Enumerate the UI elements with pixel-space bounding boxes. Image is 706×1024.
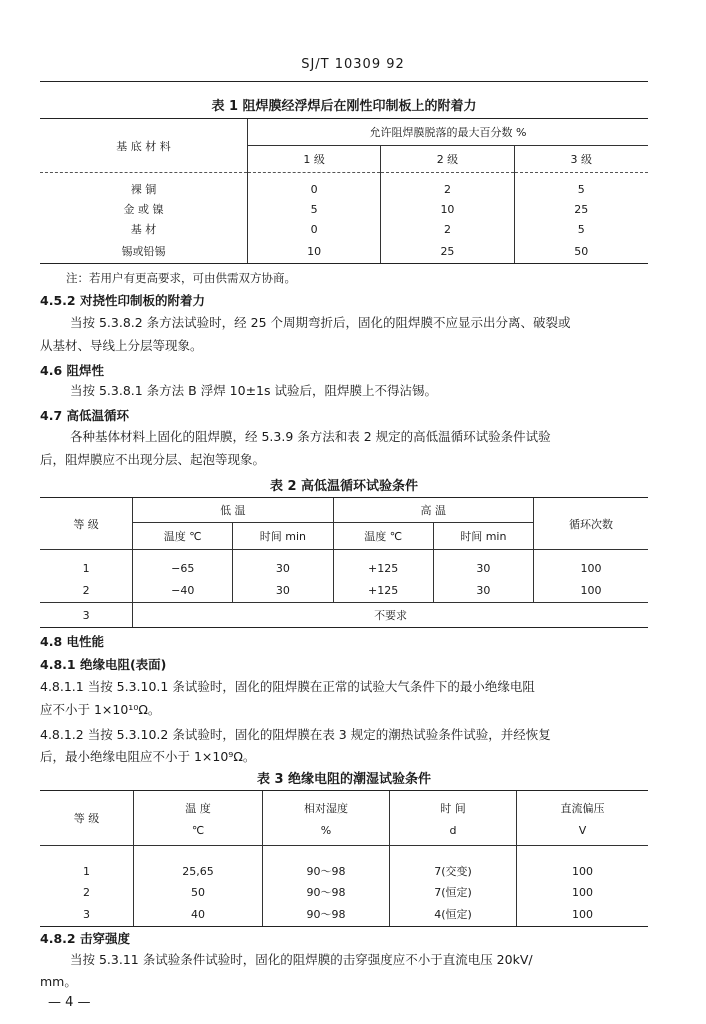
table2-cell: +125 [333, 550, 433, 579]
section-heading-4-8: 4.8 电性能 [40, 634, 104, 649]
table3-header-rh [263, 791, 390, 846]
table3-cell: 7(恒定) [390, 882, 517, 902]
paragraph-line: 4.8.1.1 当按 5.3.10.1 条试验时，固化的阻焊膜在正常的试验大气条件下的最小绝缘电阻 [40, 679, 535, 694]
table3-cell: 100 [517, 882, 649, 902]
table3-caption: 表 3 绝缘电阻的潮湿试验条件 [256, 772, 432, 787]
table1-cell: 10 [381, 199, 514, 219]
paragraph-line: 当按 5.3.8.1 条方法 B 浮焊 10±1s 试验后，阻焊膜上不得沾锡。 [70, 383, 437, 398]
table-row [40, 578, 648, 603]
table3-cell: 3 [40, 902, 134, 927]
document-code: SJ/T 10309 92 [301, 57, 405, 72]
paragraph-line: 各种基体材料上固化的阻焊膜，经 5.3.9 条方法和表 2 规定的高低温循环试验条件试验 [70, 429, 551, 444]
table3-cell: 7(交变) [390, 846, 517, 883]
table2-cell: +125 [333, 578, 433, 603]
table3-cell: 1 [83, 864, 90, 878]
header-rule [40, 81, 648, 82]
table2-header-high: 高 温 [333, 498, 533, 523]
table1-cell: 2 [381, 173, 514, 200]
table3-header-temp-unit: ℃ [191, 823, 205, 837]
table2-cell: 30 [233, 550, 333, 579]
table2-cell: −65 [133, 550, 233, 579]
table3-header-time-unit: d [449, 823, 457, 837]
section-heading-4-8-2: 4.8.2 击穿强度 [40, 931, 130, 946]
table2-caption: 表 2 高低温循环试验条件 [269, 479, 419, 494]
table-row [40, 846, 648, 883]
table1-material: 锡或铅锡 [40, 239, 247, 264]
paragraph-line: 从基材、导线上分层等现象。 [40, 338, 203, 353]
table1-material: 基 材 [130, 223, 157, 236]
table-row [40, 239, 648, 264]
table3-cell: 90～98 [263, 882, 390, 902]
table2-cell: 100 [533, 578, 648, 603]
table3-header-rh-unit: % [320, 823, 332, 837]
table-row [40, 199, 648, 219]
table1-cell: 5 [247, 199, 380, 219]
table2-header-grade: 等 级 [40, 498, 133, 550]
table1-cell: 25 [381, 239, 514, 264]
table3-cell: 50 [134, 882, 263, 902]
table1-grade-2: 2 级 [381, 146, 514, 173]
table2-cell: −40 [133, 578, 233, 603]
table-row [40, 173, 648, 200]
table-row [40, 219, 648, 239]
table2-cell: 3 [40, 603, 133, 628]
table2-cell: 1 [82, 561, 90, 575]
table2 [40, 497, 648, 628]
table2-header-cycles: 循环次数 [533, 498, 648, 550]
table3-cell: 100 [517, 902, 649, 927]
table3-header-volt [517, 791, 649, 846]
table1-material: 金 或 镍 [123, 203, 164, 216]
table-row [40, 603, 648, 628]
table1-grade-3: 3 级 [514, 146, 648, 173]
section-heading-4-5-2: 4.5.2 对挠性印制板的附着力 [40, 293, 205, 308]
table2-cell: 100 [533, 550, 648, 579]
table2-sub-time: 时间 min [433, 523, 533, 550]
table2-cell: 30 [433, 550, 533, 579]
table-row [40, 550, 648, 579]
table1-cell: 0 [247, 173, 380, 200]
paragraph-line: 后，阻焊膜应不出现分层、起泡等现象。 [40, 452, 266, 467]
table3-cell: 2 [83, 885, 90, 899]
table1-cell: 5 [514, 173, 648, 200]
table2-sub-temp: 温度 ℃ [333, 523, 433, 550]
paragraph-line: 当按 5.3.11 条试验条件试验时，固化的阻焊膜的击穿强度应不小于直流电压 20kV/ [70, 952, 533, 967]
paragraph-line: 后，最小绝缘电阻应不小于 1×10⁹Ω。 [40, 749, 256, 764]
table3-header-time [390, 791, 517, 846]
table1-cell: 0 [247, 219, 380, 239]
table-row [40, 902, 648, 927]
table2-header-low: 低 温 [133, 498, 333, 523]
section-heading-4-8-1: 4.8.1 绝缘电阻(表面) [40, 657, 167, 672]
paragraph-line: 4.8.1.2 当按 5.3.10.2 条试验时，固化的阻焊膜在表 3 规定的潮热试验条件试验，并经恢复 [40, 727, 551, 742]
section-heading-4-7: 4.7 高低温循环 [40, 408, 129, 423]
paragraph-line: 应不小于 1×10¹⁰Ω。 [40, 702, 161, 717]
table1-material: 裸 铜 [130, 183, 157, 196]
table3-cell: 90～98 [263, 902, 390, 927]
paragraph-line: 当按 5.3.8.2 条方法试验时，经 25 个周期弯折后，固化的阻焊膜不应显示出分离、破裂或 [70, 315, 571, 330]
table3 [40, 790, 648, 927]
table3-header-volt-label: 直流偏压 [560, 801, 605, 815]
table2-cell: 30 [233, 578, 333, 603]
table3-header-volt-unit: V [578, 823, 587, 837]
table2-cell: 不要求 [133, 603, 648, 628]
table1-grade-1: 1 级 [247, 146, 380, 173]
table3-cell: 40 [134, 902, 263, 927]
table1-header-group: 允许阻焊膜脱落的最大百分数 % [247, 119, 648, 146]
table1-header-base: 基 底 材 料 [40, 119, 247, 173]
table1-note: 注：若用户有更高要求，可由供需双方协商。 [66, 271, 296, 285]
table1-cell: 50 [514, 239, 648, 264]
table1-cell: 25 [514, 199, 648, 219]
table3-cell: 90～98 [263, 846, 390, 883]
table1-cell: 2 [381, 219, 514, 239]
table3-cell: 25,65 [134, 846, 263, 883]
table3-header-temp [134, 791, 263, 846]
table3-cell: 100 [517, 846, 649, 883]
table3-header-rh-label: 相对湿度 [304, 801, 348, 815]
table1-cell: 5 [514, 219, 648, 239]
table-row [40, 882, 648, 902]
table2-cell: 2 [82, 583, 90, 597]
table1 [40, 118, 648, 264]
page-number: — 4 — [48, 995, 91, 1010]
table3-header-grade: 等 级 [40, 791, 134, 846]
table2-sub-time: 时间 min [233, 523, 333, 550]
table2-sub-temp: 温度 ℃ [133, 523, 233, 550]
table1-caption: 表 1 阻焊膜经浮焊后在刚性印制板上的附着力 [211, 99, 477, 114]
table3-cell: 4(恒定) [390, 902, 517, 927]
paragraph-line: mm。 [40, 974, 77, 989]
table3-header-temp-label: 温 度 [185, 801, 211, 815]
table3-header-time-label: 时 间 [440, 801, 466, 815]
section-heading-4-6: 4.6 阻焊性 [40, 363, 104, 378]
table2-cell: 30 [433, 578, 533, 603]
table1-cell: 10 [247, 239, 380, 264]
